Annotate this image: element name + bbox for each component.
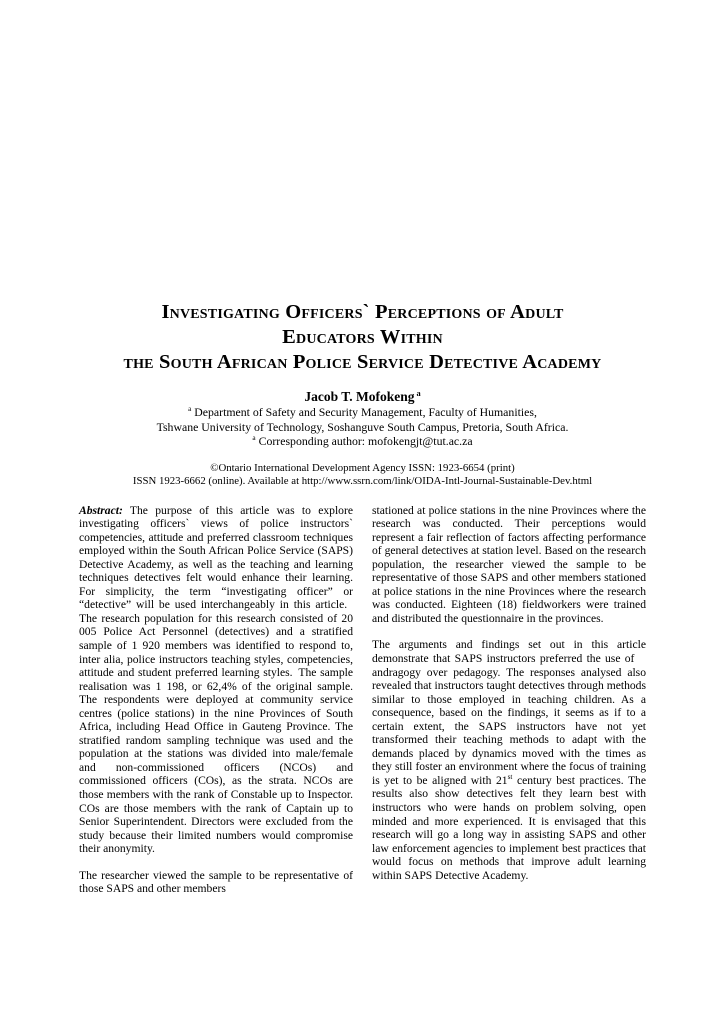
left-column-paragraph-2: The researcher viewed the sample to be representative of those SAPS and other members	[79, 868, 353, 896]
author-name	[79, 388, 646, 405]
author-name-text: Jacob T. Mofokeng	[304, 389, 415, 404]
paper-title-line-3: the South African Police Service Detective Academy	[123, 351, 602, 373]
paper-title	[79, 300, 646, 375]
author-name-superscript: a	[416, 388, 421, 398]
right-column-paragraph-1: stationed at police stations in the nine Provinces where the research was conducted. Their perceptions would represent a fair reflection of factors affecting performance of general detectives at station level. Based on the research population, the researcher viewed the sample to be representative of those SAPS and other members stationed at police stations in the nine Provinces where the research was conducted. Eighteen (18) fieldworkers were trained and distributed the questionnaire in the provinces.	[372, 503, 646, 625]
affiliation-line-1-text: Department of Safety and Security Management, Faculty of Humanities,	[191, 405, 537, 419]
affiliation-superscript: a	[188, 404, 192, 414]
corresponding-superscript: a	[252, 433, 256, 443]
right-paragraph-2-continued: century best practices. The results also show detectives felt they learn best with instructors who were hands on problem solving, open minded and more experienced. It is envisaged that this research will go a long way in assisting SAPS and other law enforcement agencies to implement best practices that would focus on methods that improve adult learning within SAPS Detective Academy.	[372, 773, 646, 882]
publisher-line-1: ©Ontario International Development Agency ISSN: 1923-6654 (print)	[210, 461, 515, 474]
left-column	[79, 504, 353, 909]
two-column-body	[79, 504, 646, 909]
author-affiliation	[79, 405, 646, 449]
right-column	[372, 504, 646, 909]
affiliation-line-1	[79, 405, 646, 420]
publisher-info	[79, 462, 646, 489]
right-paragraph-2-text: The arguments and findings set out in this article demonstrate that SAPS instructors preferred the use of andragogy over pedagogy. The responses analysed also revealed that instructors taught detectives through methods similar to those employed in teaching children. As a consequence, based on the findings, it seems as if to a certain extent, the SAPS instructors have not yet transformed their teaching methods to adapt with the demands placed by dynamics moved with the times as they still foster an environment where the focus of training is yet to be aligned with 21	[372, 638, 646, 787]
abstract-label: Abstract:	[79, 503, 123, 517]
paper-title-line-2: Educators Within	[282, 326, 443, 348]
publisher-line-2: ISSN 1923-6662 (online). Available at http://www.ssrn.com/link/OIDA-Intl-Journal-Sustainable-Dev.html	[132, 475, 593, 487]
corresponding-author-text: Corresponding author: mofokengjt@tut.ac.za	[255, 434, 473, 448]
paper-title-line-1: Investigating Officers` Perceptions of Adult	[161, 301, 564, 323]
ordinal-superscript: st	[507, 773, 513, 782]
right-column-paragraph-2	[372, 638, 646, 882]
affiliation-line-2: Tshwane University of Technology, Soshanguve South Campus, Pretoria, South Africa.	[156, 419, 569, 434]
page-content	[79, 0, 646, 909]
corresponding-author-line	[79, 434, 646, 449]
abstract-text: The purpose of this article was to explore investigating officers` views of police instructors` competencies, attitude and preferred classroom techniques employed within the South African Police Service (SAPS) Detective Academy, as well as the teaching and learning techniques detectives felt would enhance their learning. For simplicity, the term “investigating officer” or “detective” will be used interchangeably in this article. The research population for this research consisted of 20 005 Police Act Personnel (detectives) and a stratified sample of 1 920 members was identified to respond to, inter alia, police instructors teaching styles, competencies, attitude and student preferred learning styles. The sample realisation was 1 198, or 62,4% of the original sample. The respondents were deployed at community service centres (police stations) in the nine Provinces of South Africa, including Head Office in Gauteng Province. The stratified random sampling technique was used and the population at the stations was divided into male/female and non-commissioned officers (NCOs) and commissioned officers (COs), as the strata. NCOs are those members with the rank of Constable up to Inspector. COs are those members with the rank of Captain up to Senior Superintendent. Directors were excluded from the study because their limited numbers would compromise their anonymity.	[79, 503, 353, 856]
abstract-paragraph	[79, 504, 353, 856]
